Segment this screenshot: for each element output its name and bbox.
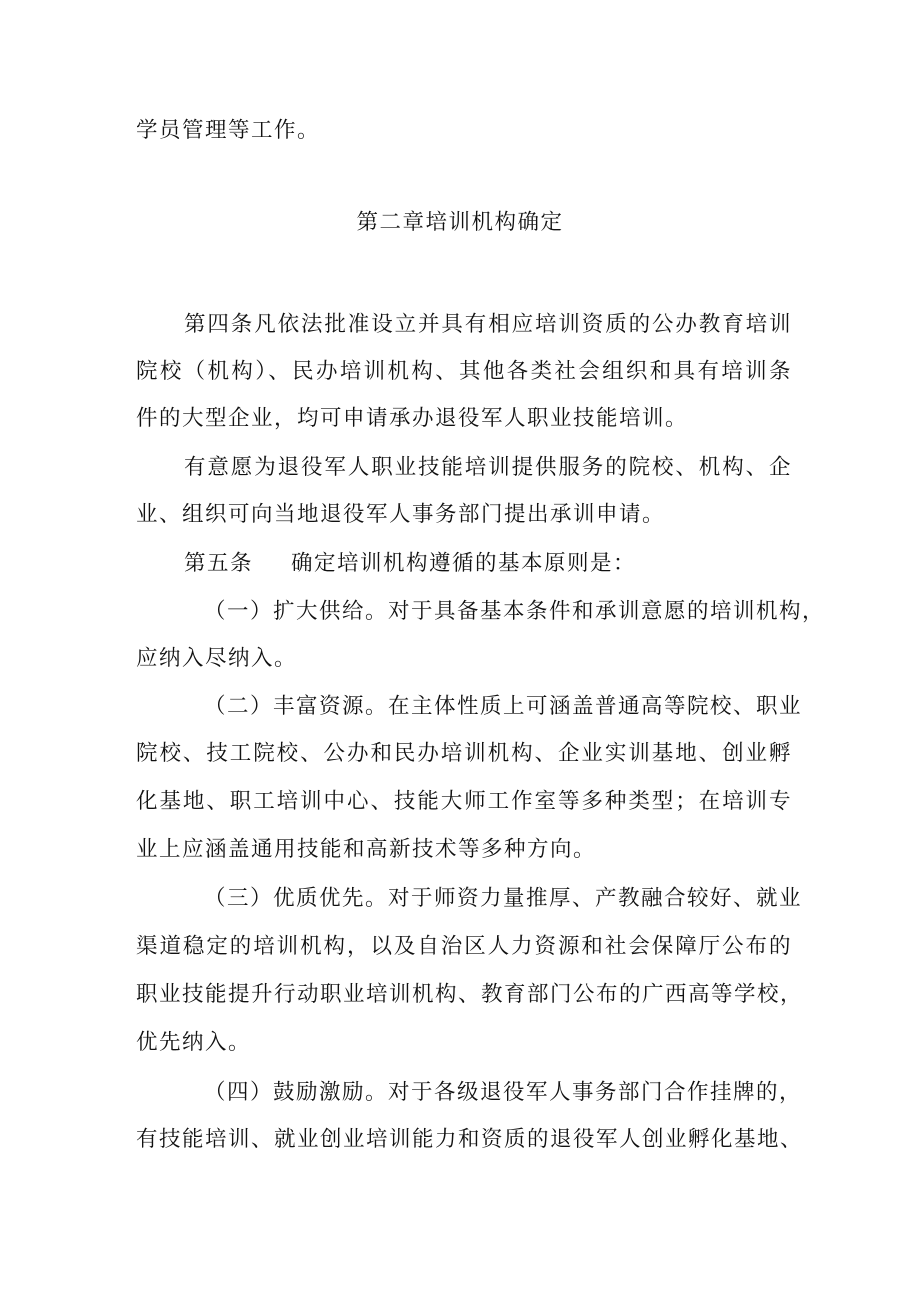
article5-line [184, 549, 792, 579]
principle3-line-4: 优先纳入。 [136, 1030, 252, 1055]
principle1-line-1: （一）扩大供给。对于具备基本条件和承训意愿的培训机构， [204, 599, 826, 624]
principle2-line-3: 化基地、职工培训中心、技能大师工作室等多种类型；在培训专 [136, 789, 792, 814]
principle4-line-1: （四）鼓励激励。对于各级退役军人事务部门合作挂牌的， [204, 1080, 803, 1105]
principle4-line-2: 有技能培训、就业创业培训能力和资质的退役军人创业孵化基地、 [136, 1127, 804, 1152]
principle3-line-3: 职业技能提升行动职业培训机构、教育部门公布的广西高等学校， [136, 982, 804, 1007]
principle2-line-1: （二）丰富资源。在主体性质上可涵盖普通高等院校、职业 [204, 694, 803, 719]
continuation-text: 学员管理等工作。 [136, 118, 321, 143]
article5-label: 第五条 [184, 551, 254, 576]
article4-line-1: 第四条凡依法批准设立并具有相应培训资质的公办教育培训 [184, 312, 792, 337]
article4-line-3: 件的大型企业，均可申请承办退役军人职业技能培训。 [136, 406, 689, 431]
principle1-line-2: 应纳入尽纳入。 [136, 646, 298, 671]
article4-para2-line-1: 有意愿为退役军人职业技能培训提供服务的院校、机构、企 [184, 455, 792, 480]
principle2-line-2: 院校、技工院校、公办和民办培训机构、企业实训基地、创业孵 [136, 741, 792, 766]
article4-line-2: 院校（机构）、民办培训机构、其他各类社会组织和具有培训条 [136, 359, 792, 384]
principle3-line-2: 渠道稳定的培训机构，以及自治区人力资源和社会保障厅公布的 [136, 934, 792, 959]
chapter-title: 第二章培训机构确定 [356, 210, 564, 235]
article4-para2-line-2: 业、组织可向当地退役军人事务部门提出承训申请。 [136, 502, 666, 527]
article5-text: 确定培训机构遵循的基本原则是： [291, 551, 637, 576]
principle3-line-1: （三）优质优先。对于师资力量推厚、产教融合较好、就业 [204, 886, 803, 911]
principle2-line-4: 业上应涵盖通用技能和高新技术等多种方向。 [136, 837, 597, 862]
